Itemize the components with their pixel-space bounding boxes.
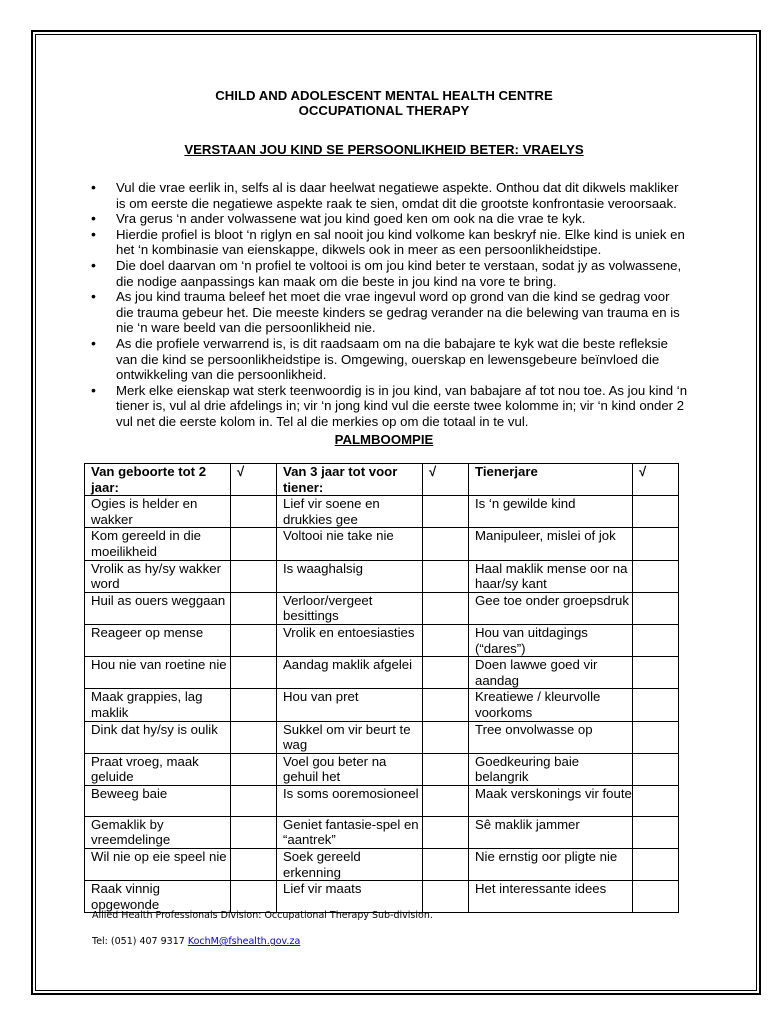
checkbox-cell[interactable]	[231, 785, 277, 816]
checkbox-cell[interactable]	[231, 496, 277, 528]
checkbox-cell[interactable]	[633, 592, 679, 624]
table-row	[85, 721, 679, 753]
trait-cell: Kreatiewe / kleurvolle voorkoms	[469, 689, 633, 721]
trait-cell: Gee toe onder groepsdruk	[469, 592, 633, 624]
checkbox-cell[interactable]	[231, 560, 277, 592]
checkbox-cell[interactable]	[423, 657, 469, 689]
section-title: PALMBOOMPIE	[334, 432, 434, 447]
checkbox-cell[interactable]	[633, 753, 679, 785]
checkbox-cell[interactable]	[423, 753, 469, 785]
trait-cell: Maak grappies, lag maklik	[85, 689, 231, 721]
checkbox-cell[interactable]	[423, 528, 469, 560]
trait-cell: Hou van uitdagings (“dares”)	[469, 624, 633, 656]
table-row	[85, 753, 679, 785]
questionnaire-title: VERSTAAN JOU KIND SE PERSOONLIKHEID BETER: VRAELYS	[184, 142, 584, 157]
checkbox-cell[interactable]	[423, 496, 469, 528]
department-title: OCCUPATIONAL THERAPY	[298, 103, 470, 118]
trait-cell: Soek gereeld erkenning	[277, 849, 423, 881]
trait-cell: Sukkel om vir beurt te wag	[277, 721, 423, 753]
checkbox-cell[interactable]	[633, 496, 679, 528]
checkbox-cell[interactable]	[423, 881, 469, 913]
column-header-teen-years: Tienerjare	[469, 464, 633, 496]
table-row	[85, 689, 679, 721]
footer-email-link[interactable]: KochM@fshealth.gov.za	[187, 936, 301, 947]
checkbox-cell[interactable]	[231, 657, 277, 689]
trait-cell: Raak vinnig opgewonde	[85, 881, 231, 913]
trait-cell: Verloor/vergeet besittings	[277, 592, 423, 624]
checkbox-cell[interactable]	[423, 624, 469, 656]
table-row	[85, 849, 679, 881]
table-row	[85, 528, 679, 560]
checkbox-cell[interactable]	[231, 528, 277, 560]
instruction-item: • Vul die vrae eerlik in, selfs al is daar heelwat negatiewe aspekte. Onthou dat dit dikwels makliker is om eerste die negatiewe aspekte raak te sien, omdat dit die grootste konfrontasie veroorsaak.	[90, 180, 690, 211]
trait-cell: Kom gereeld in die moeilikheid	[85, 528, 231, 560]
table-row	[85, 624, 679, 656]
checkbox-cell[interactable]	[633, 689, 679, 721]
trait-cell: Het interessante idees	[469, 881, 633, 913]
trait-cell: Lief vir soene en drukkies gee	[277, 496, 423, 528]
table-row	[85, 592, 679, 624]
column-header-check: √	[231, 464, 277, 496]
trait-cell: Dink dat hy/sy is oulik	[85, 721, 231, 753]
trait-cell: Voltooi nie take nie	[277, 528, 423, 560]
checkbox-cell[interactable]	[633, 849, 679, 881]
trait-cell: Goedkeuring baie belangrik	[469, 753, 633, 785]
trait-cell: Ogies is helder en wakker	[85, 496, 231, 528]
instruction-item: • Vra gerus ‘n ander volwassene wat jou kind goed ken om ook na die vrae te kyk.	[90, 211, 690, 227]
checkbox-cell[interactable]	[231, 881, 277, 913]
checkbox-cell[interactable]	[231, 849, 277, 881]
table-header-row	[85, 464, 679, 496]
trait-cell: Praat vroeg, maak geluide	[85, 753, 231, 785]
instruction-item: • Merk elke eienskap wat sterk teenwoordig is in jou kind, van babajare af tot nou toe. As jou kind ‘n tiener is, vul al drie afdelings in; vir ‘n jong kind vul die eerste twee kolomme in; vir ‘n kind onder 2 vul net die eerste kolom in. Tel al die merkies op om die totaal in te vul.	[90, 383, 690, 430]
checkbox-cell[interactable]	[633, 881, 679, 913]
trait-cell: Reageer op mense	[85, 624, 231, 656]
trait-cell: Vrolik en entoesiasties	[277, 624, 423, 656]
checkbox-cell[interactable]	[231, 816, 277, 848]
trait-cell: Is soms ooremosioneel	[277, 785, 423, 816]
trait-cell: Wil nie op eie speel nie	[85, 849, 231, 881]
checkbox-cell[interactable]	[633, 721, 679, 753]
table-row	[85, 496, 679, 528]
footer-tel: Tel: (051) 407 9317	[92, 936, 188, 947]
column-header-birth-to-2: Van geboorte tot 2 jaar:	[85, 464, 231, 496]
trait-cell: Is ‘n gewilde kind	[469, 496, 633, 528]
trait-cell: Gemaklik by vreemdelinge	[85, 816, 231, 848]
checkbox-cell[interactable]	[633, 624, 679, 656]
trait-cell: Voel gou beter na gehuil het	[277, 753, 423, 785]
checkbox-cell[interactable]	[423, 689, 469, 721]
table-row	[85, 785, 679, 816]
trait-cell: Doen lawwe goed vir aandag	[469, 657, 633, 689]
table-row	[85, 881, 679, 913]
instruction-item: • As die profiele verwarrend is, is dit raadsaam om na die babajare te kyk wat die beste refleksie van die kind se persoonlikheidstipe is. Omgewing, ouerskap en lewensgebeure beïnvloed die ontwikkeling van die persoonlikheid.	[90, 336, 690, 383]
instruction-item: • Die doel daarvan om ‘n profiel te voltooi is om jou kind beter te verstaan, sodat jy as volwassene, die nodige aanpassings kan maak om die beste in jou kind na vore te bring.	[90, 258, 690, 289]
organization-title: CHILD AND ADOLESCENT MENTAL HEALTH CENTRE	[215, 88, 553, 103]
table-row	[85, 816, 679, 848]
checkbox-cell[interactable]	[633, 528, 679, 560]
trait-cell: Haal maklik mense oor na haar/sy kant	[469, 560, 633, 592]
trait-cell: Nie ernstig oor pligte nie	[469, 849, 633, 881]
trait-cell: Lief vir maats	[277, 881, 423, 913]
table-row	[85, 560, 679, 592]
trait-cell: Maak verskonings vir foute	[469, 785, 633, 816]
checkbox-cell[interactable]	[423, 816, 469, 848]
checkbox-cell[interactable]	[423, 785, 469, 816]
checkbox-cell[interactable]	[423, 592, 469, 624]
trait-cell: Is waaghalsig	[277, 560, 423, 592]
table-row	[85, 657, 679, 689]
trait-cell: Huil as ouers weggaan	[85, 592, 231, 624]
trait-cell: Hou van pret	[277, 689, 423, 721]
footer-division: Allied Health Professionals Division: Occupational Therapy Sub-division.	[92, 910, 433, 921]
column-header-check: √	[423, 464, 469, 496]
checkbox-cell[interactable]	[231, 689, 277, 721]
instruction-item: • Hierdie profiel is bloot ‘n riglyn en sal nooit jou kind volkome kan beskryf nie. Elke kind is uniek en het ‘n kombinasie van eienskappe, dikwels ook in meer as een persoonlikheidstipe.	[90, 227, 690, 258]
checkbox-cell[interactable]	[231, 624, 277, 656]
checkbox-cell[interactable]	[231, 753, 277, 785]
column-header-3-to-preteen: Van 3 jaar tot voor tiener:	[277, 464, 423, 496]
trait-cell: Sê maklik jammer	[469, 816, 633, 848]
trait-cell: Geniet fantasie-spel en “aantrek”	[277, 816, 423, 848]
trait-cell: Vrolik as hy/sy wakker word	[85, 560, 231, 592]
footer-contact	[92, 936, 300, 948]
column-header-check: √	[633, 464, 679, 496]
checkbox-cell[interactable]	[633, 785, 679, 816]
checkbox-cell[interactable]	[231, 721, 277, 753]
personality-checklist-table	[84, 463, 679, 913]
trait-cell: Beweeg baie	[85, 785, 231, 816]
instructions-list	[90, 180, 690, 430]
checkbox-cell[interactable]	[633, 560, 679, 592]
checkbox-cell[interactable]	[633, 657, 679, 689]
trait-cell: Manipuleer, mislei of jok	[469, 528, 633, 560]
checkbox-cell[interactable]	[231, 592, 277, 624]
trait-cell: Tree onvolwasse op	[469, 721, 633, 753]
checkbox-cell[interactable]	[423, 849, 469, 881]
checkbox-cell[interactable]	[633, 816, 679, 848]
trait-cell: Aandag maklik afgelei	[277, 657, 423, 689]
checkbox-cell[interactable]	[423, 560, 469, 592]
instruction-item: • As jou kind trauma beleef het moet die vrae ingevul word op grond van die kind se gedrag voor die trauma gebeur het. Die meeste kinders se gedrag verander na die belewing van trauma en is nie ‘n ware beeld van die persoonlikheid nie.	[90, 289, 690, 336]
trait-cell: Hou nie van roetine nie	[85, 657, 231, 689]
checkbox-cell[interactable]	[423, 721, 469, 753]
